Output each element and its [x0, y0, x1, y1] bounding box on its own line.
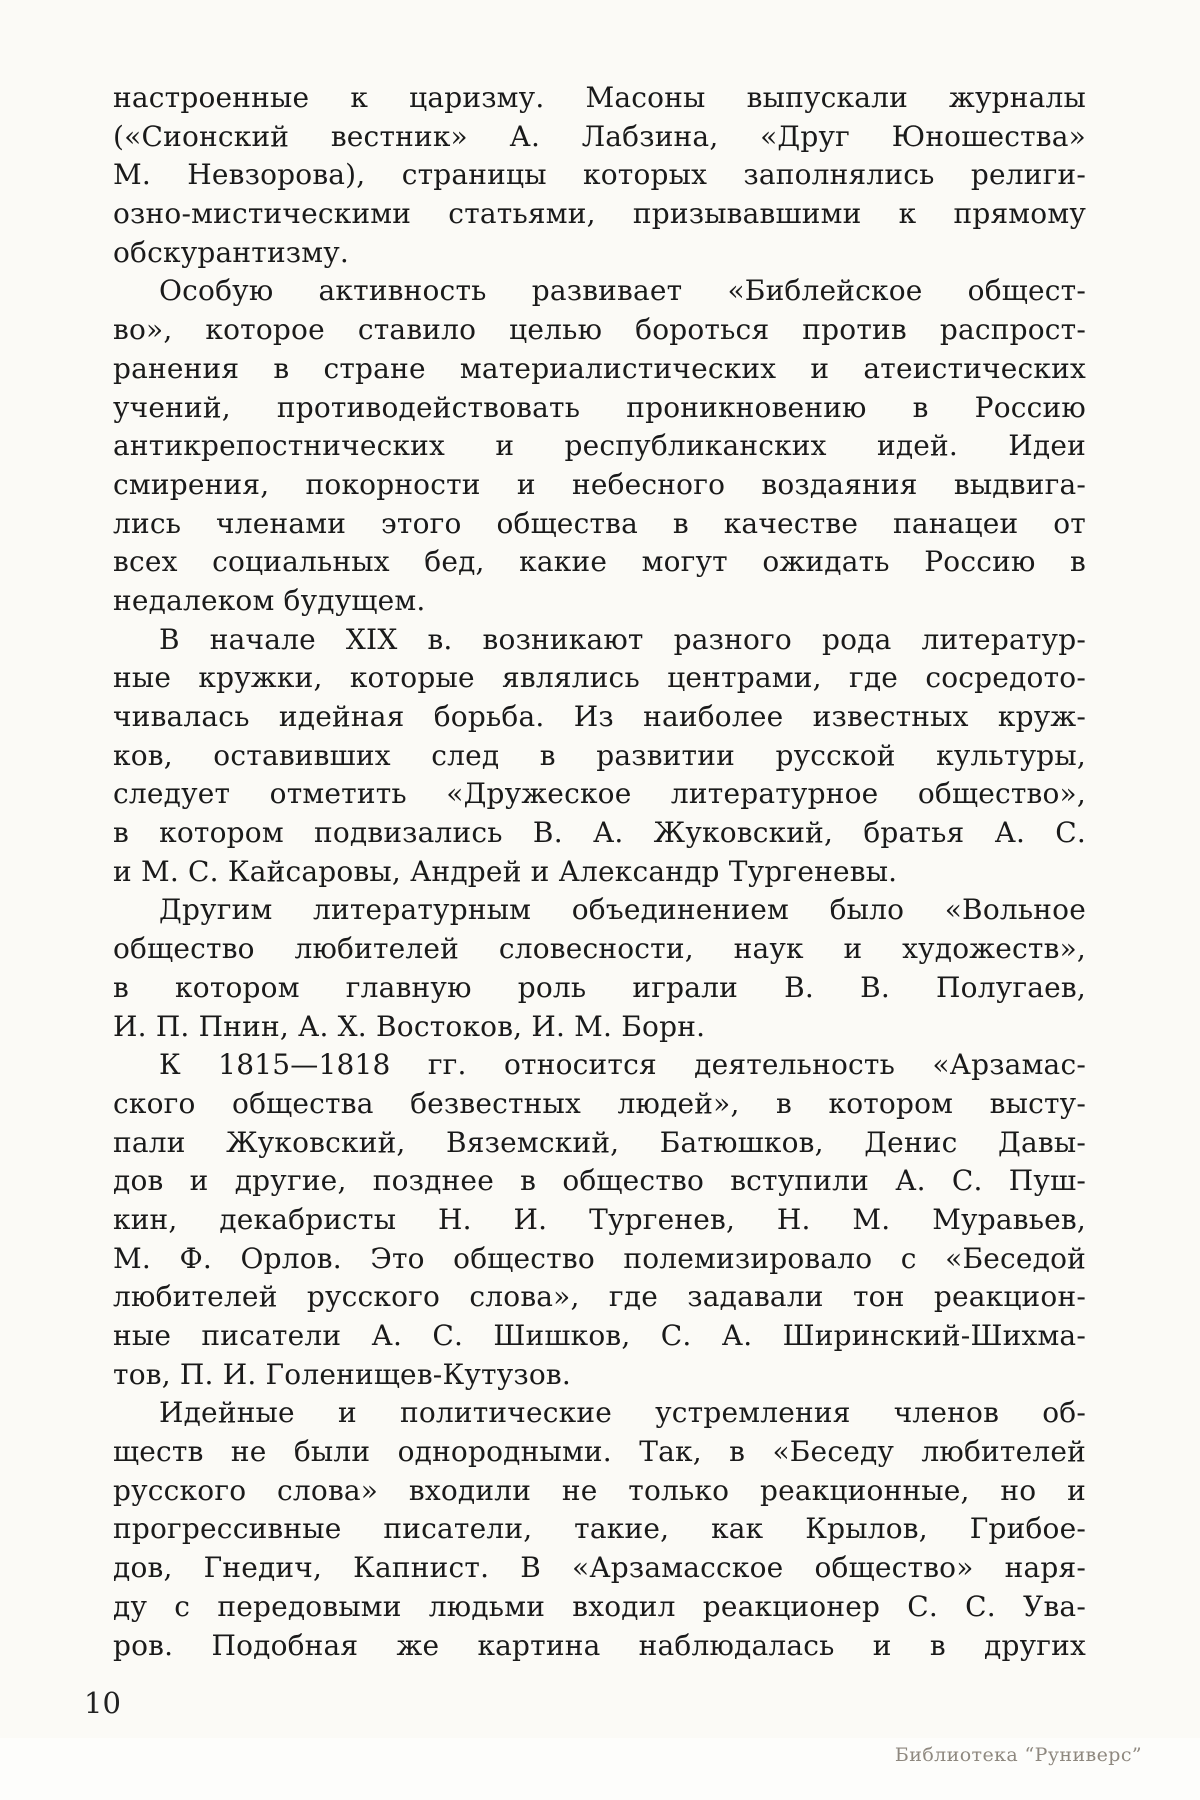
body-text	[113, 79, 1086, 1665]
text-line: дов, Гнедич, Капнист. В «Арзамасское общество» наря-	[113, 1551, 1086, 1585]
text-line: в котором главную роль играли В. В. Полугаев,	[113, 970, 1086, 1004]
text-line: смирения, покорности и небесного воздаяния выдвига-	[113, 467, 1086, 501]
text-line: русского слова» входили не только реакционные, но и	[113, 1473, 1086, 1507]
text-line: Особую активность развивает «Библейское общест-	[159, 274, 1086, 308]
library-watermark: Библиотека “Руниверс”	[894, 1744, 1142, 1766]
text-line: любителей русского слова», где задавали тон реакцион-	[113, 1280, 1086, 1314]
text-line: чивалась идейная борьба. Из наиболее известных круж-	[113, 700, 1086, 733]
text-line: во», которое ставило целью бороться против распрост-	[113, 313, 1086, 347]
text-line: ные кружки, которые являлись центрами, где сосредото-	[113, 661, 1086, 695]
text-line: всех социальных бед, какие могут ожидать Россию в	[113, 545, 1086, 579]
text-line: ные писатели А. С. Шишков, С. А. Ширинский-Шихма-	[113, 1319, 1086, 1352]
text-line: ду с передовыми людьми входил реакционер С. С. Ува-	[113, 1589, 1086, 1623]
text-line: озно-мистическими статьями, призывавшими к прямому	[113, 197, 1086, 231]
text-line: ского общества безвестных людей», в котором высту-	[113, 1086, 1086, 1120]
text-line: настроенные к царизму. Масоны выпускали журналы	[113, 81, 1086, 114]
text-line: Идейные и политические устремления членов об-	[159, 1396, 1086, 1430]
text-line: и М. С. Кайсаровы, Андрей и Александр Тургеневы.	[113, 854, 898, 888]
text-line: дов и другие, позднее в общество вступили А. С. Пуш-	[113, 1164, 1086, 1198]
text-line: пали Жуковский, Вяземский, Батюшков, Денис Давы-	[113, 1125, 1086, 1159]
text-line: антикрепостнических и республиканских идей. Идеи	[113, 429, 1086, 463]
text-line: ранения в стране материалистических и атеистических	[113, 351, 1086, 385]
text-line: кин, декабристы Н. И. Тургенев, Н. М. Муравьев,	[113, 1202, 1086, 1236]
text-line: общество любителей словесности, наук и художеств»,	[113, 932, 1086, 966]
text-line: следует отметить «Дружеское литературное общество»,	[113, 777, 1086, 811]
text-line: тов, П. И. Голенищев-Кутузов.	[113, 1357, 571, 1391]
text-line: недалеком будущем.	[113, 583, 426, 617]
text-line: прогрессивные писатели, такие, как Крылов, Грибое-	[113, 1512, 1086, 1546]
text-line: Другим литературным объединением было «Вольное	[159, 893, 1086, 927]
text-line: ков, оставивших след в развитии русской культуры,	[113, 738, 1086, 772]
text-line: в котором подвизались В. А. Жуковский, братья А. С.	[113, 816, 1086, 850]
page-number: 10	[84, 1686, 121, 1720]
text-line: М. Невзорова), страницы которых заполнялись религи-	[113, 158, 1086, 192]
text-line: В начале XIX в. возникают разного рода литератур-	[159, 622, 1086, 656]
text-line: ществ не были однородными. Так, в «Беседу любителей	[113, 1435, 1086, 1469]
text-line: К 1815—1818 гг. относится деятельность «Арзамас-	[159, 1048, 1086, 1082]
text-line: ров. Подобная же картина наблюдалась и в других	[113, 1628, 1086, 1662]
text-line: учений, противодействовать проникновению в Россию	[113, 390, 1086, 424]
text-line: лись членами этого общества в качестве панацеи от	[113, 506, 1086, 540]
text-line: М. Ф. Орлов. Это общество полемизировало с «Беседой	[113, 1241, 1086, 1275]
text-line: И. П. Пнин, А. Х. Востоков, И. М. Борн.	[113, 1009, 706, 1043]
text-line: обскурантизму.	[113, 235, 350, 269]
text-line: («Сионский вестник» А. Лабзина, «Друг Юношества»	[113, 119, 1086, 153]
